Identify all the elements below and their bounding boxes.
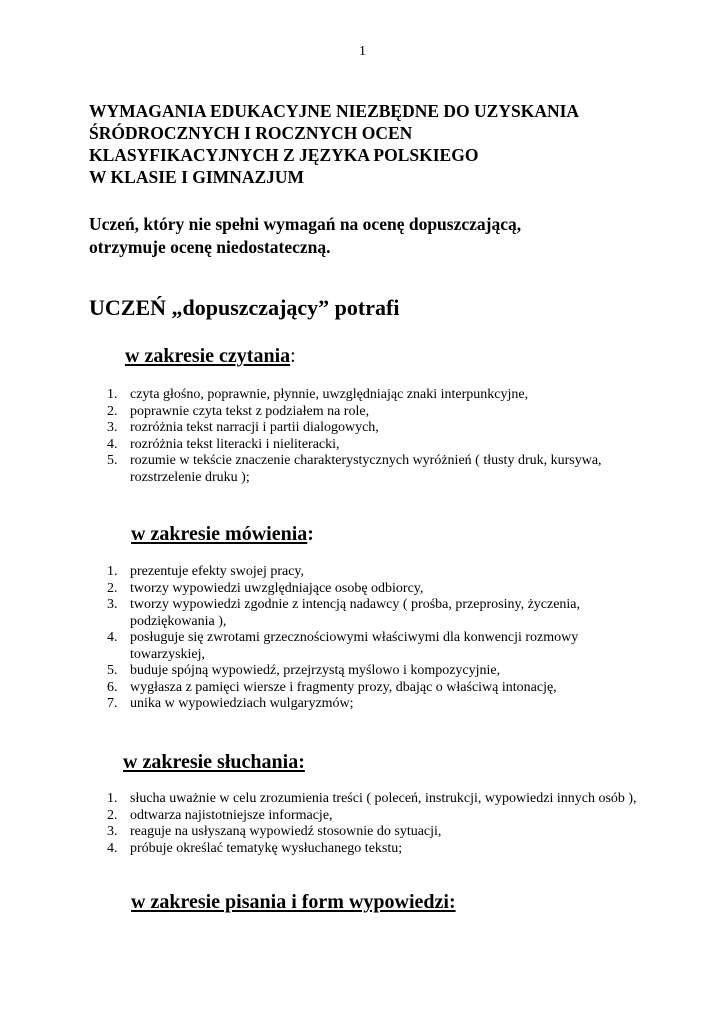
item-number: 1. xyxy=(107,387,118,402)
list-item xyxy=(89,437,649,454)
title-line: ŚRÓDROCZNYCH I ROCZNYCH OCEN xyxy=(89,123,413,143)
document-title xyxy=(89,100,579,188)
item-number: 7. xyxy=(107,696,118,711)
list-item xyxy=(89,453,649,486)
item-text: reaguje na usłyszaną wypowiedź stosownie do sytuacji, xyxy=(130,824,442,839)
item-text: unika w wypowiedziach wulgaryzmów; xyxy=(130,696,354,711)
item-text: próbuje określać tematykę wysłuchanego tekstu; xyxy=(130,840,403,856)
section-heading-reading xyxy=(125,345,296,368)
item-text: buduje spójną wypowiedź, przejrzystą myślowo i kompozycyjnie, xyxy=(130,663,501,678)
item-number: 5. xyxy=(107,453,118,468)
list-item xyxy=(89,420,649,437)
item-number: 4. xyxy=(107,840,118,856)
item-number: 4. xyxy=(107,630,118,645)
item-text: wygłasza z pamięci wiersze i fragmenty prozy, dbając o właściwą intonację, xyxy=(130,679,557,695)
item-text: poprawnie czyta tekst z podziałem na role, xyxy=(130,403,370,419)
list-item xyxy=(89,630,649,663)
note-line: otrzymuje ocenę niedostateczną. xyxy=(89,237,331,257)
item-number: 3. xyxy=(107,420,118,435)
reading-list xyxy=(89,387,649,486)
listening-list xyxy=(89,791,649,857)
list-item xyxy=(89,597,649,630)
item-number: 3. xyxy=(107,597,118,612)
section-heading-text: w zakresie czytania xyxy=(125,345,291,367)
section-heading-text: w zakresie pisania i form wypowiedzi: xyxy=(131,891,456,913)
section-heading-colon: : xyxy=(307,523,314,545)
list-item xyxy=(89,696,649,713)
item-text: posługuje się zwrotami grzecznościowymi właściwymi dla konwencji rozmowy towarzyskiej, xyxy=(130,630,579,662)
item-number: 1. xyxy=(107,564,118,579)
list-item xyxy=(89,581,649,598)
list-item xyxy=(89,663,649,680)
note-line: Uczeń, który nie spełni wymagań na ocenę dopuszczającą, xyxy=(89,214,522,234)
list-item xyxy=(89,841,649,858)
title-line: KLASYFIKACYJNYCH Z JĘZYKA POLSKIEGO xyxy=(89,145,479,165)
list-item xyxy=(89,808,649,825)
list-item xyxy=(89,387,649,404)
list-item xyxy=(89,791,649,808)
item-number: 2. xyxy=(107,403,118,419)
section-heading-text: w zakresie mówienia xyxy=(131,523,308,545)
item-text: tworzy wypowiedzi zgodnie z intencją nadawcy ( prośba, przeprosiny, życzenia, podziękowania ), xyxy=(130,597,581,629)
item-number: 2. xyxy=(107,580,118,596)
item-text: odtwarza najistotniejsze informacje, xyxy=(130,807,333,823)
item-text: rozumie w tekście znaczenie charakterystycznych wyróżnień ( tłusty druk, kursywa, rozstrzelenie druku ); xyxy=(130,453,602,485)
failing-grade-note xyxy=(89,213,521,259)
item-text: rozróżnia tekst narracji i partii dialogowych, xyxy=(130,420,379,435)
item-text: czyta głośno, poprawnie, płynnie, uwzględniając znaki interpunkcyjne, xyxy=(130,387,529,402)
item-number: 2. xyxy=(107,807,118,823)
item-text: rozróżnia tekst literacki i nieliteracki, xyxy=(130,436,340,452)
list-item xyxy=(89,680,649,697)
item-text: prezentuje efekty swojej pracy, xyxy=(130,564,305,579)
section-heading-text: w zakresie słuchania: xyxy=(123,751,305,773)
title-line: W KLASIE I GIMNAZJUM xyxy=(89,167,305,187)
section-heading-speaking xyxy=(131,523,314,546)
list-item xyxy=(89,564,649,581)
level-heading: UCZEŃ „dopuszczający” potrafi xyxy=(89,295,400,320)
section-heading-listening xyxy=(123,751,305,774)
item-number: 6. xyxy=(107,679,118,695)
list-item xyxy=(89,824,649,841)
item-number: 3. xyxy=(107,824,118,839)
item-number: 4. xyxy=(107,436,118,452)
list-item xyxy=(89,404,649,421)
page-number: 1 xyxy=(359,44,366,59)
section-heading-colon: : xyxy=(290,345,296,367)
section-heading-writing xyxy=(131,891,456,914)
item-text: słucha uważnie w celu zrozumienia treści ( poleceń, instrukcji, wypowiedzi innych osób ), xyxy=(130,791,637,806)
item-text: tworzy wypowiedzi uwzględniające osobę odbiorcy, xyxy=(130,580,424,596)
title-line: WYMAGANIA EDUKACYJNE NIEZBĘDNE DO UZYSKANIA xyxy=(89,101,580,121)
speaking-list xyxy=(89,564,649,713)
item-number: 5. xyxy=(107,663,118,678)
item-number: 1. xyxy=(107,791,118,806)
